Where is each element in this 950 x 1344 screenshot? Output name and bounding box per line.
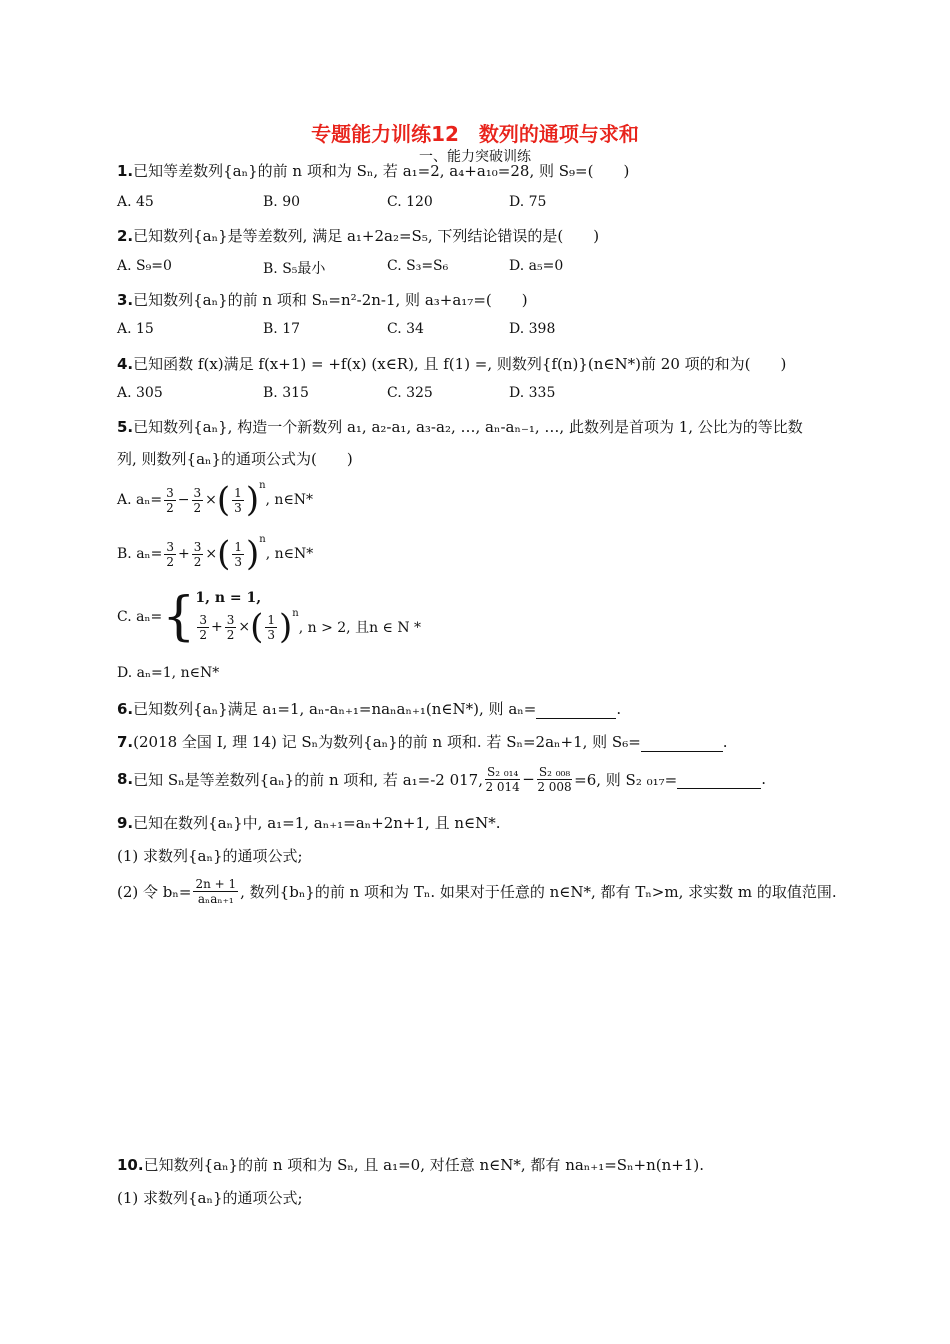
fraction: $\frac{2n + 1}{\text{aₙaₙ₊₁}}$: [195, 876, 237, 906]
question-8: 8. 已知 Sₙ是等差数列{aₙ}的前 n 项和, 若 a₁=-2 017, $\frac{\text{S₂ ₀₁₄}}{2 014}$ − $\frac{\text{S₂ ₀₀₈}}{2 008}$ =6, 则 S₂ ₀₁₇= .: [117, 764, 767, 794]
exponent: n: [259, 480, 266, 491]
question-5-continued: 列, 则数列{aₙ}的通项公式为( ): [117, 450, 353, 468]
option-suffix: , n∈N*: [265, 546, 314, 562]
option-b: B. 315: [263, 385, 309, 401]
times-sign: ×: [238, 619, 251, 635]
question-number: 4.: [117, 355, 134, 373]
question-text: 已知在数列{aₙ}中, a₁=1, aₙ₊₁=aₙ+2n+1, 且 n∈N*.: [133, 814, 501, 832]
option-b: B. 17: [263, 321, 301, 337]
option-a: A. 305: [117, 385, 163, 401]
question-5: [117, 416, 803, 437]
question-7: 7.(2018 全国 I, 理 14) 记 Sₙ为数列{aₙ}的前 n 项和. 若 Sₙ=2aₙ+1, 则 S₆= .: [117, 733, 728, 751]
option-d: D. 75: [509, 194, 547, 210]
question-3: [117, 289, 528, 310]
option-d: D. a₅=0: [509, 258, 564, 274]
right-paren: ): [245, 480, 260, 520]
question-number: 7.: [117, 733, 134, 751]
times-sign: ×: [205, 546, 218, 562]
right-paren: ): [279, 607, 293, 647]
option-a: A. S₉=0: [117, 258, 172, 274]
page-title: 专题能力训练12 数列的通项与求和: [311, 122, 639, 146]
option-b: B. S₅最小: [263, 261, 326, 277]
exponent: n: [292, 608, 299, 619]
option-prefix: B. aₙ=: [117, 546, 163, 562]
question-text: 已知数列{aₙ}是等差数列, 满足 a₁+2a₂=S₅, 下列结论错误的是( ): [133, 227, 600, 245]
piecewise-cases: [195, 588, 421, 646]
fraction: $\frac{3}{2}$: [166, 539, 174, 569]
option-d: D. 398: [509, 321, 556, 337]
question-1: [117, 160, 629, 181]
option-b: [117, 534, 313, 574]
question-text: 已知等差数列{aₙ}的前 n 项和为 Sₙ, 若 a₁=2, a₄+a₁₀=28, 则 S₉=( ): [133, 162, 630, 180]
question-10: [117, 1154, 704, 1175]
option-suffix: , n∈N*: [265, 492, 314, 508]
times-sign: ×: [205, 492, 217, 508]
option-a: [117, 480, 313, 520]
question-number: 6.: [117, 700, 134, 718]
fraction: $\frac{3}{2}$: [193, 539, 202, 569]
answer-blank[interactable]: [536, 700, 616, 719]
fraction: $\frac{3}{2}$: [199, 612, 207, 642]
fraction: $\frac{\text{S₂ ₀₁₄}}{2 014}$: [485, 764, 520, 794]
left-paren: (: [250, 607, 264, 647]
option-prefix: C. aₙ=: [117, 609, 163, 625]
left-brace: {: [162, 587, 196, 647]
question-text: 已知 Sₙ是等差数列{aₙ}的前 n 项和, 若 a₁=-2 017,: [133, 770, 483, 789]
question-number: 10.: [117, 1156, 144, 1174]
option-a: A. 15: [117, 321, 154, 337]
question-6: 6.已知数列{aₙ}满足 a₁=1, aₙ-aₙ₊₁=naₙaₙ₊₁(n∈N*), 则 aₙ= .: [117, 700, 622, 718]
plus-sign: +: [210, 619, 223, 635]
option-c: C. 325: [387, 385, 433, 401]
question-number: 5.: [117, 418, 134, 436]
fraction: $\frac{3}{2}$: [193, 485, 202, 515]
question-number: 2.: [117, 227, 134, 245]
question-text: 已知数列{aₙ}的前 n 项和为 Sₙ, 且 a₁=0, 对任意 n∈N*, 都有 naₙ₊₁=Sₙ+n(n+1).: [143, 1156, 705, 1174]
option-c: C. 120: [387, 194, 433, 210]
case-2: [195, 608, 421, 646]
option-c: [117, 586, 421, 648]
option-d: D. aₙ=1, n∈N*: [117, 665, 220, 681]
plus-sign: +: [177, 546, 190, 562]
minus-sign: −: [177, 492, 190, 508]
question-text: 已知函数 f(x)满足 f(x+1) = +f(x) (x∈R), 且 f(1) =, 则数列{f(n)}(n∈N*)前 20 项的和为( ): [133, 355, 787, 373]
question-9: [117, 812, 501, 833]
option-suffix: , n > 2, 且n ∈ N *: [298, 620, 422, 636]
option-a: A. 45: [117, 194, 154, 210]
section-heading: 一、能力突破训练: [419, 149, 531, 165]
fraction: $\frac{1}{3}$: [267, 612, 275, 642]
answer-blank[interactable]: [641, 733, 723, 752]
exponent: n: [259, 534, 266, 545]
question-text: 已知数列{aₙ}的前 n 项和 Sₙ=n²-2n-1, 则 a₃+a₁₇=( ): [133, 291, 528, 309]
left-paren: (: [216, 480, 231, 520]
option-prefix: A. aₙ=: [117, 492, 163, 508]
question-text: 已知数列{aₙ}满足 a₁=1, aₙ-aₙ₊₁=naₙaₙ₊₁(n∈N*), 则 aₙ=: [133, 700, 537, 718]
option-d: D. 335: [509, 385, 556, 401]
question-number: 1.: [117, 162, 134, 180]
question-10-part-1: (1) 求数列{aₙ}的通项公式;: [117, 1189, 303, 1207]
fraction: $\frac{\text{S₂ ₀₀₈}}{2 008}$: [537, 764, 572, 794]
question-4: [117, 353, 786, 374]
question-number: 9.: [117, 814, 134, 832]
minus-sign: −: [522, 770, 535, 788]
fraction: $\frac{1}{3}$: [234, 539, 242, 569]
question-9-part-2: (2) 令 bₙ= $\frac{2n + 1}{\text{aₙaₙ₊₁}}$ , 数列{bₙ}的前 n 项和为 Tₙ. 如果对于任意的 n∈N*, 都有 Tₙ>m, 求实数 m 的取值范围.: [117, 876, 837, 906]
question-number: 8.: [117, 770, 134, 788]
fraction: $\frac{1}{3}$: [234, 485, 242, 515]
question-text: 已知数列{aₙ}, 构造一个新数列 a₁, a₂-a₁, a₃-a₂, …, aₙ-aₙ₋₁, …, 此数列是首项为 1, 公比为的等比数: [133, 418, 803, 436]
left-paren: (: [217, 534, 231, 574]
fraction: $\frac{3}{2}$: [166, 485, 174, 515]
question-number: 3.: [117, 291, 134, 309]
case-1: 1, n = 1,: [195, 590, 262, 606]
right-paren: ): [245, 534, 260, 574]
question-9-part-1: (1) 求数列{aₙ}的通项公式;: [117, 847, 303, 865]
option-c: C. 34: [387, 321, 424, 337]
answer-blank[interactable]: [677, 770, 761, 789]
question-text-end: =6, 则 S₂ ₀₁₇=: [574, 770, 678, 789]
option-c: C. S₃=S₆: [387, 258, 449, 274]
option-b: B. 90: [263, 194, 301, 210]
fraction: $\frac{3}{2}$: [226, 612, 235, 642]
question-2: [117, 225, 599, 246]
question-text: (2018 全国 I, 理 14) 记 Sₙ为数列{aₙ}的前 n 项和. 若 Sₙ=2aₙ+1, 则 S₆=: [133, 733, 641, 751]
